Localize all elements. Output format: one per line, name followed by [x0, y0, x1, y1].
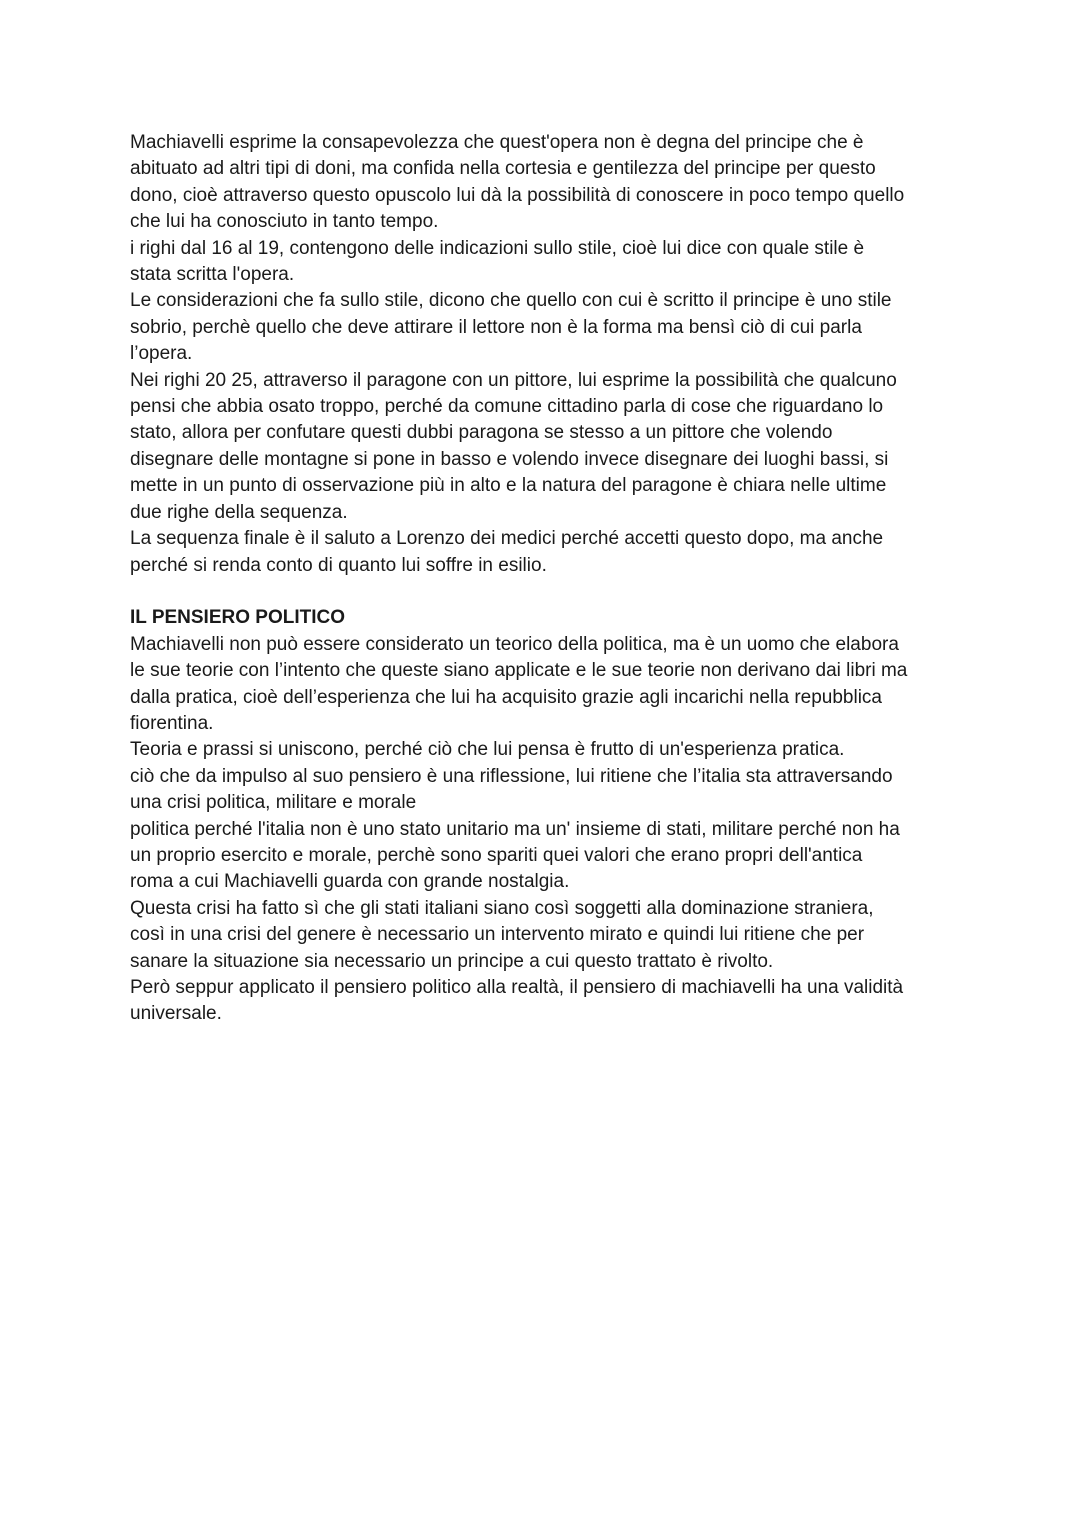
- text-line: un proprio esercito e morale, perchè sono spariti quei valori che erano propri dell'antica: [130, 844, 863, 866]
- blank-line: [130, 579, 960, 605]
- text-line: una crisi politica, militare e morale: [130, 792, 417, 814]
- text-line: Questa crisi ha fatto sì che gli stati italiani siano così soggetti alla dominazione straniera,: [130, 897, 874, 919]
- text-line: sanare la situazione sia necessario un principe a cui questo trattato è rivolto.: [130, 950, 774, 972]
- text-line: Machiavelli esprime la consapevolezza che quest'opera non è degna del principe che è: [130, 132, 864, 153]
- text-line: le sue teorie con l’intento che queste siano applicate e le sue teorie non derivano dai libri ma: [130, 660, 908, 682]
- text-line: ciò che da impulso al suo pensiero è una riflessione, lui ritiene che l’italia sta attraversando: [130, 765, 893, 787]
- text-line: La sequenza finale è il saluto a Lorenzo dei medici perché accetti questo dopo, ma anche: [130, 528, 884, 550]
- text-line: pensi che abbia osato troppo, perché da comune cittadino parla di cose che riguardano lo: [130, 396, 884, 418]
- section-1: [130, 130, 960, 579]
- text-line: politica perché l'italia non è uno stato unitario ma un' insieme di stati, militare perché non ha: [130, 818, 900, 840]
- text-line: disegnare delle montagne si pone in basso e volendo invece disegnare dei luoghi bassi, si: [130, 448, 889, 470]
- text-line: l’opera.: [130, 343, 193, 365]
- text-line: Però seppur applicato il pensiero politico alla realtà, il pensiero di machiavelli ha una validità: [130, 976, 904, 998]
- text-line: stato, allora per confutare questi dubbi paragona se stesso a un pittore che volendo: [130, 422, 833, 444]
- text-line: Le considerazioni che fa sullo stile, dicono che quello con cui è scritto il principe è uno stile: [130, 290, 892, 312]
- text-line: dalla pratica, cioè dell’esperienza che lui ha acquisito grazie agli incarichi nella repubblica: [130, 686, 882, 708]
- text-line: due righe della sequenza.: [130, 501, 348, 523]
- text-line: roma a cui Machiavelli guarda con grande nostalgia.: [130, 871, 570, 893]
- text-line: universale.: [130, 1003, 222, 1025]
- text-line: così in una crisi del genere è necessario un intervento mirato e quindi lui ritiene che per: [130, 924, 865, 946]
- text-line: i righi dal 16 al 19, contengono delle indicazioni sullo stile, cioè lui dice con quale stile è: [130, 237, 865, 259]
- text-line: stata scritta l'opera.: [130, 264, 295, 286]
- text-line: perché si renda conto di quanto lui soffre in esilio.: [130, 554, 547, 576]
- section-heading: IL PENSIERO POLITICO: [130, 607, 346, 629]
- text-line: dono, cioè attraverso questo opuscolo lui dà la possibilità di conoscere in poco tempo quello: [130, 184, 905, 206]
- text-line: Teoria e prassi si uniscono, perché ciò che lui pensa è frutto di un'esperienza pratica.: [130, 739, 845, 761]
- text-line: abituato ad altri tipi di doni, ma confida nella cortesia e gentilezza del principe per questo: [130, 158, 876, 180]
- text-line: sobrio, perchè quello che deve attirare il lettore non è la forma ma bensì ciò di cui parla: [130, 316, 862, 338]
- text-line: mette in un punto di osservazione più in alto e la natura del paragone è chiara nelle ultime: [130, 475, 887, 497]
- text-line: Machiavelli non può essere considerato un teorico della politica, ma è un uomo che elabora: [130, 633, 899, 655]
- document-body: [130, 130, 960, 1028]
- text-line: Nei righi 20 25, attraverso il paragone con un pittore, lui esprime la possibilità che qualcuno: [130, 369, 897, 391]
- text-line: fiorentina.: [130, 712, 214, 734]
- text-line: che lui ha conosciuto in tanto tempo.: [130, 211, 439, 233]
- section-2: [130, 605, 960, 1028]
